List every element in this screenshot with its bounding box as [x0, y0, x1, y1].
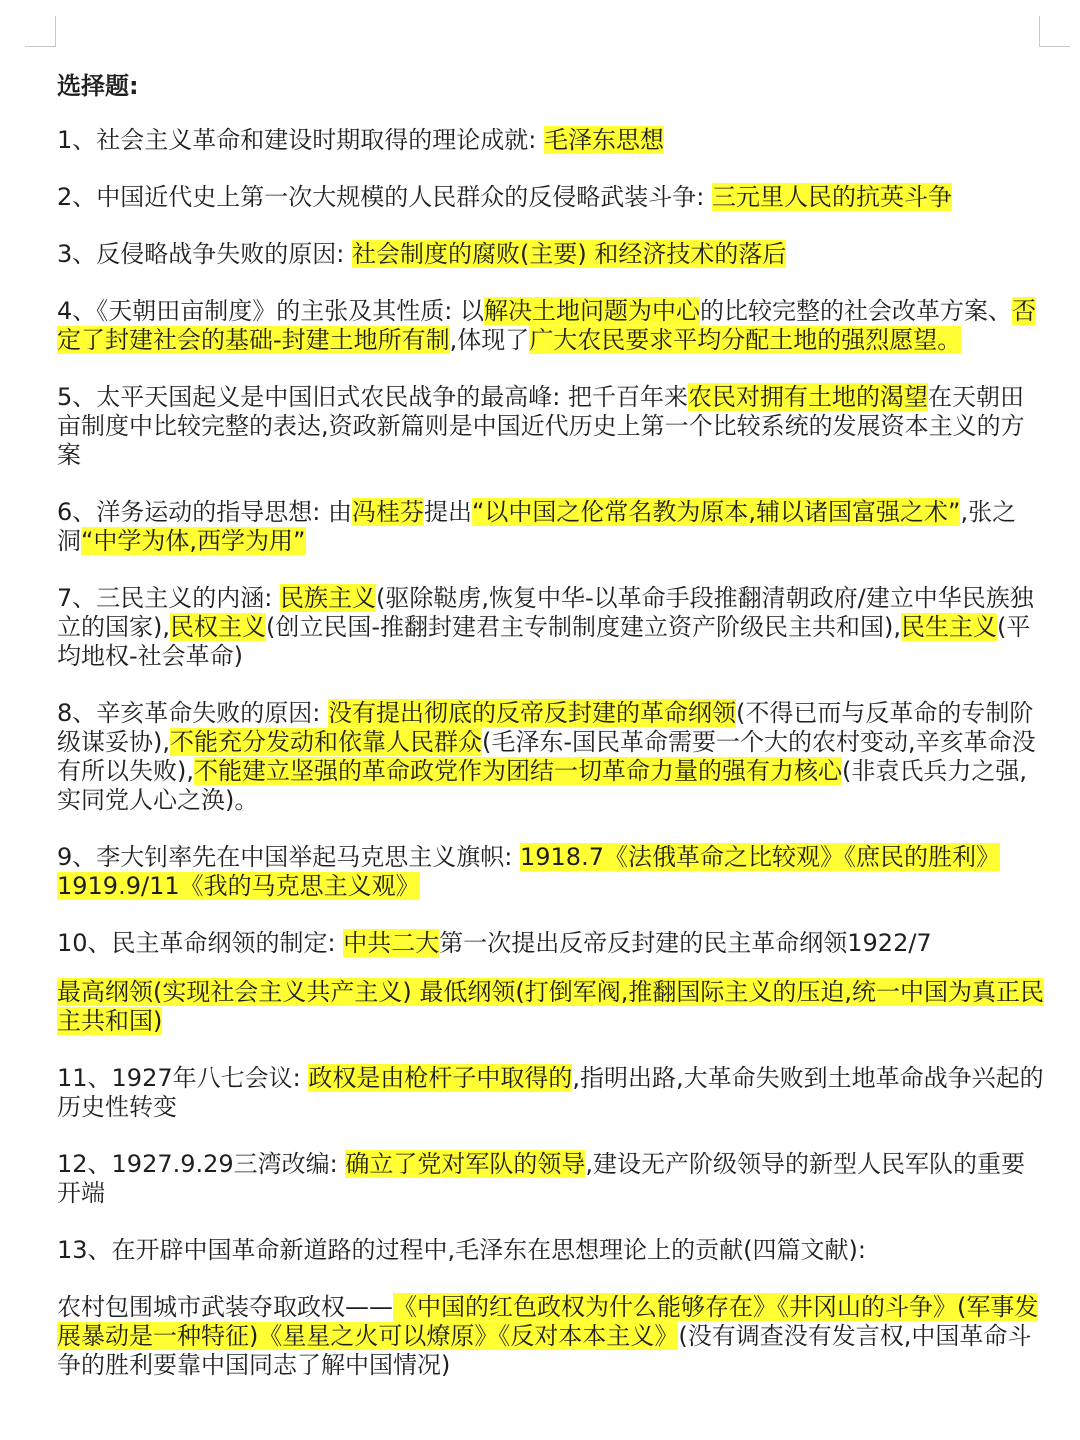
question-item — [57, 978, 1047, 1036]
text-segment: 12、1927.9.29三湾改编: — [57, 1150, 346, 1178]
text-segment: 13、在开辟中国革命新道路的过程中,毛泽东在思想理论上的贡献(四篇文献): — [57, 1236, 866, 1264]
highlighted-text: 不能建立坚强的革命政党作为团结一切革命力量的强有力核心 — [194, 757, 842, 785]
question-item — [57, 383, 1047, 470]
highlighted-text: 中共二大 — [343, 929, 440, 957]
question-item — [57, 843, 1047, 901]
text-segment: 农村包围城市武装夺取政权—— — [57, 1293, 393, 1321]
text-segment: (没有调查没有发言权,中国革命斗争的胜利要靠中国同志了解中国情况) — [57, 1322, 1032, 1379]
text-segment: 9、李大钊率先在中国举起马克思主义旗帜: — [57, 843, 520, 871]
highlighted-text: 没有提出彻底的反帝反封建的革命纲领 — [327, 699, 736, 727]
question-item — [57, 240, 1047, 269]
question-item — [57, 1236, 1047, 1265]
question-item — [57, 183, 1047, 212]
question-item — [57, 584, 1047, 671]
question-item — [57, 1150, 1047, 1208]
highlighted-text: 广大农民要求平均分配土地的强烈愿望。 — [529, 326, 962, 354]
highlighted-text: 确立了党对军队的领导 — [345, 1150, 586, 1178]
text-segment: ,体现了 — [449, 326, 530, 354]
text-segment: (不得已而与反革命的专制阶级谋妥协), — [57, 699, 1034, 756]
highlighted-text: 解决土地问题为中心 — [483, 297, 700, 325]
text-segment: 的比较完整的社会改革方案、 — [699, 297, 1012, 325]
text-segment: 1、社会主义革命和建设时期取得的理论成就: — [57, 126, 544, 154]
question-item — [57, 699, 1047, 815]
highlighted-text: 《中国的红色政权为什么能够存在》《井冈山的斗争》(军事发展暴动是一种特征)《星星之火可以燎原》《反对本本主义》 — [57, 1293, 1039, 1350]
question-item — [57, 297, 1047, 355]
highlighted-text: 冯桂芬 — [351, 498, 424, 526]
highlighted-text: 否定了封建社会的基础-封建土地所有制 — [57, 297, 1036, 354]
text-segment: ,指明出路,大革命失败到土地革命战争兴起的历史性转变 — [57, 1064, 1044, 1121]
highlighted-text: 社会制度的腐败(主要) 和经济技术的落后 — [351, 240, 787, 268]
highlighted-text: 最高纲领(实现社会主义共产主义) 最低纲领(打倒军阀,推翻国际主义的压迫,统一中国为真正民主共和国) — [57, 978, 1044, 1035]
text-segment: (非袁氏兵力之强,实同党人心之涣)。 — [57, 757, 1027, 814]
corner-mark-top-right — [1039, 16, 1070, 47]
highlighted-text: 三元里人民的抗英斗争 — [711, 183, 952, 211]
question-list — [57, 126, 1047, 1380]
question-item — [57, 929, 1047, 958]
document-body — [57, 66, 1047, 1408]
text-segment: ,建设无产阶级领导的新型人民军队的重要开端 — [57, 1150, 1026, 1207]
highlighted-text: 1918.7《法俄革命之比较观》《庶民的胜利》1919.9/11《我的马克思主义观》 — [57, 843, 1000, 900]
text-segment: 6、洋务运动的指导思想: 由 — [57, 498, 352, 526]
text-segment: 10、民主革命纲领的制定: — [57, 929, 344, 957]
text-segment: 2、中国近代史上第一次大规模的人民群众的反侵略武装斗争: — [57, 183, 712, 211]
text-segment: 在天朝田亩制度中比较完整的表达,资政新篇则是中国近代历史上第一个比较系统的发展资本主义的方案 — [57, 383, 1025, 469]
text-segment: 5、太平天国起义是中国旧式农民战争的最高峰: 把千百年来 — [57, 383, 688, 411]
text-segment: 提出 — [423, 498, 472, 526]
section-title: 选择题: — [57, 72, 139, 100]
corner-mark-top-left — [25, 16, 56, 47]
text-segment: 11、1927年八七会议: — [57, 1064, 309, 1092]
text-segment: (驱除鞑虏,恢复中华-以革命手段推翻清朝政府/建立中华民族独立的国家), — [57, 584, 1034, 641]
highlighted-text: 不能充分发动和依靠人民群众 — [170, 728, 482, 756]
highlighted-text: 民族主义 — [279, 584, 376, 612]
highlighted-text: “中学为体,西学为用” — [81, 527, 306, 555]
highlighted-text: “以中国之伦常名教为原本,辅以诸国富强之术” — [471, 498, 961, 526]
text-segment: 第一次提出反帝反封建的民主革命纲领1922/7 — [439, 929, 932, 957]
highlighted-text: 民生主义 — [901, 613, 998, 641]
question-item — [57, 1293, 1047, 1380]
question-item — [57, 498, 1047, 556]
question-item — [57, 126, 1047, 155]
text-segment: 7、三民主义的内涵: — [57, 584, 280, 612]
text-segment: (创立民国-推翻封建君主专制制度建立资产阶级民主共和国), — [266, 613, 902, 641]
text-segment: (毛泽东-国民革命需要一个大的农村变动,辛亥革命没有所以失败), — [57, 728, 1036, 785]
highlighted-text: 毛泽东思想 — [543, 126, 664, 154]
highlighted-text: 政权是由枪杆子中取得的 — [308, 1064, 573, 1092]
text-segment: ,张之洞 — [57, 498, 1017, 555]
text-segment: 4、《天朝田亩制度》的主张及其性质: 以 — [57, 297, 484, 325]
highlighted-text: 民权主义 — [170, 613, 266, 641]
text-segment: 3、反侵略战争失败的原因: — [57, 240, 352, 268]
highlighted-text: 农民对拥有土地的渴望 — [687, 383, 928, 411]
question-item — [57, 1064, 1047, 1122]
text-segment: 8、辛亥革命失败的原因: — [57, 699, 328, 727]
text-segment: (平均地权-社会革命) — [57, 613, 1031, 670]
